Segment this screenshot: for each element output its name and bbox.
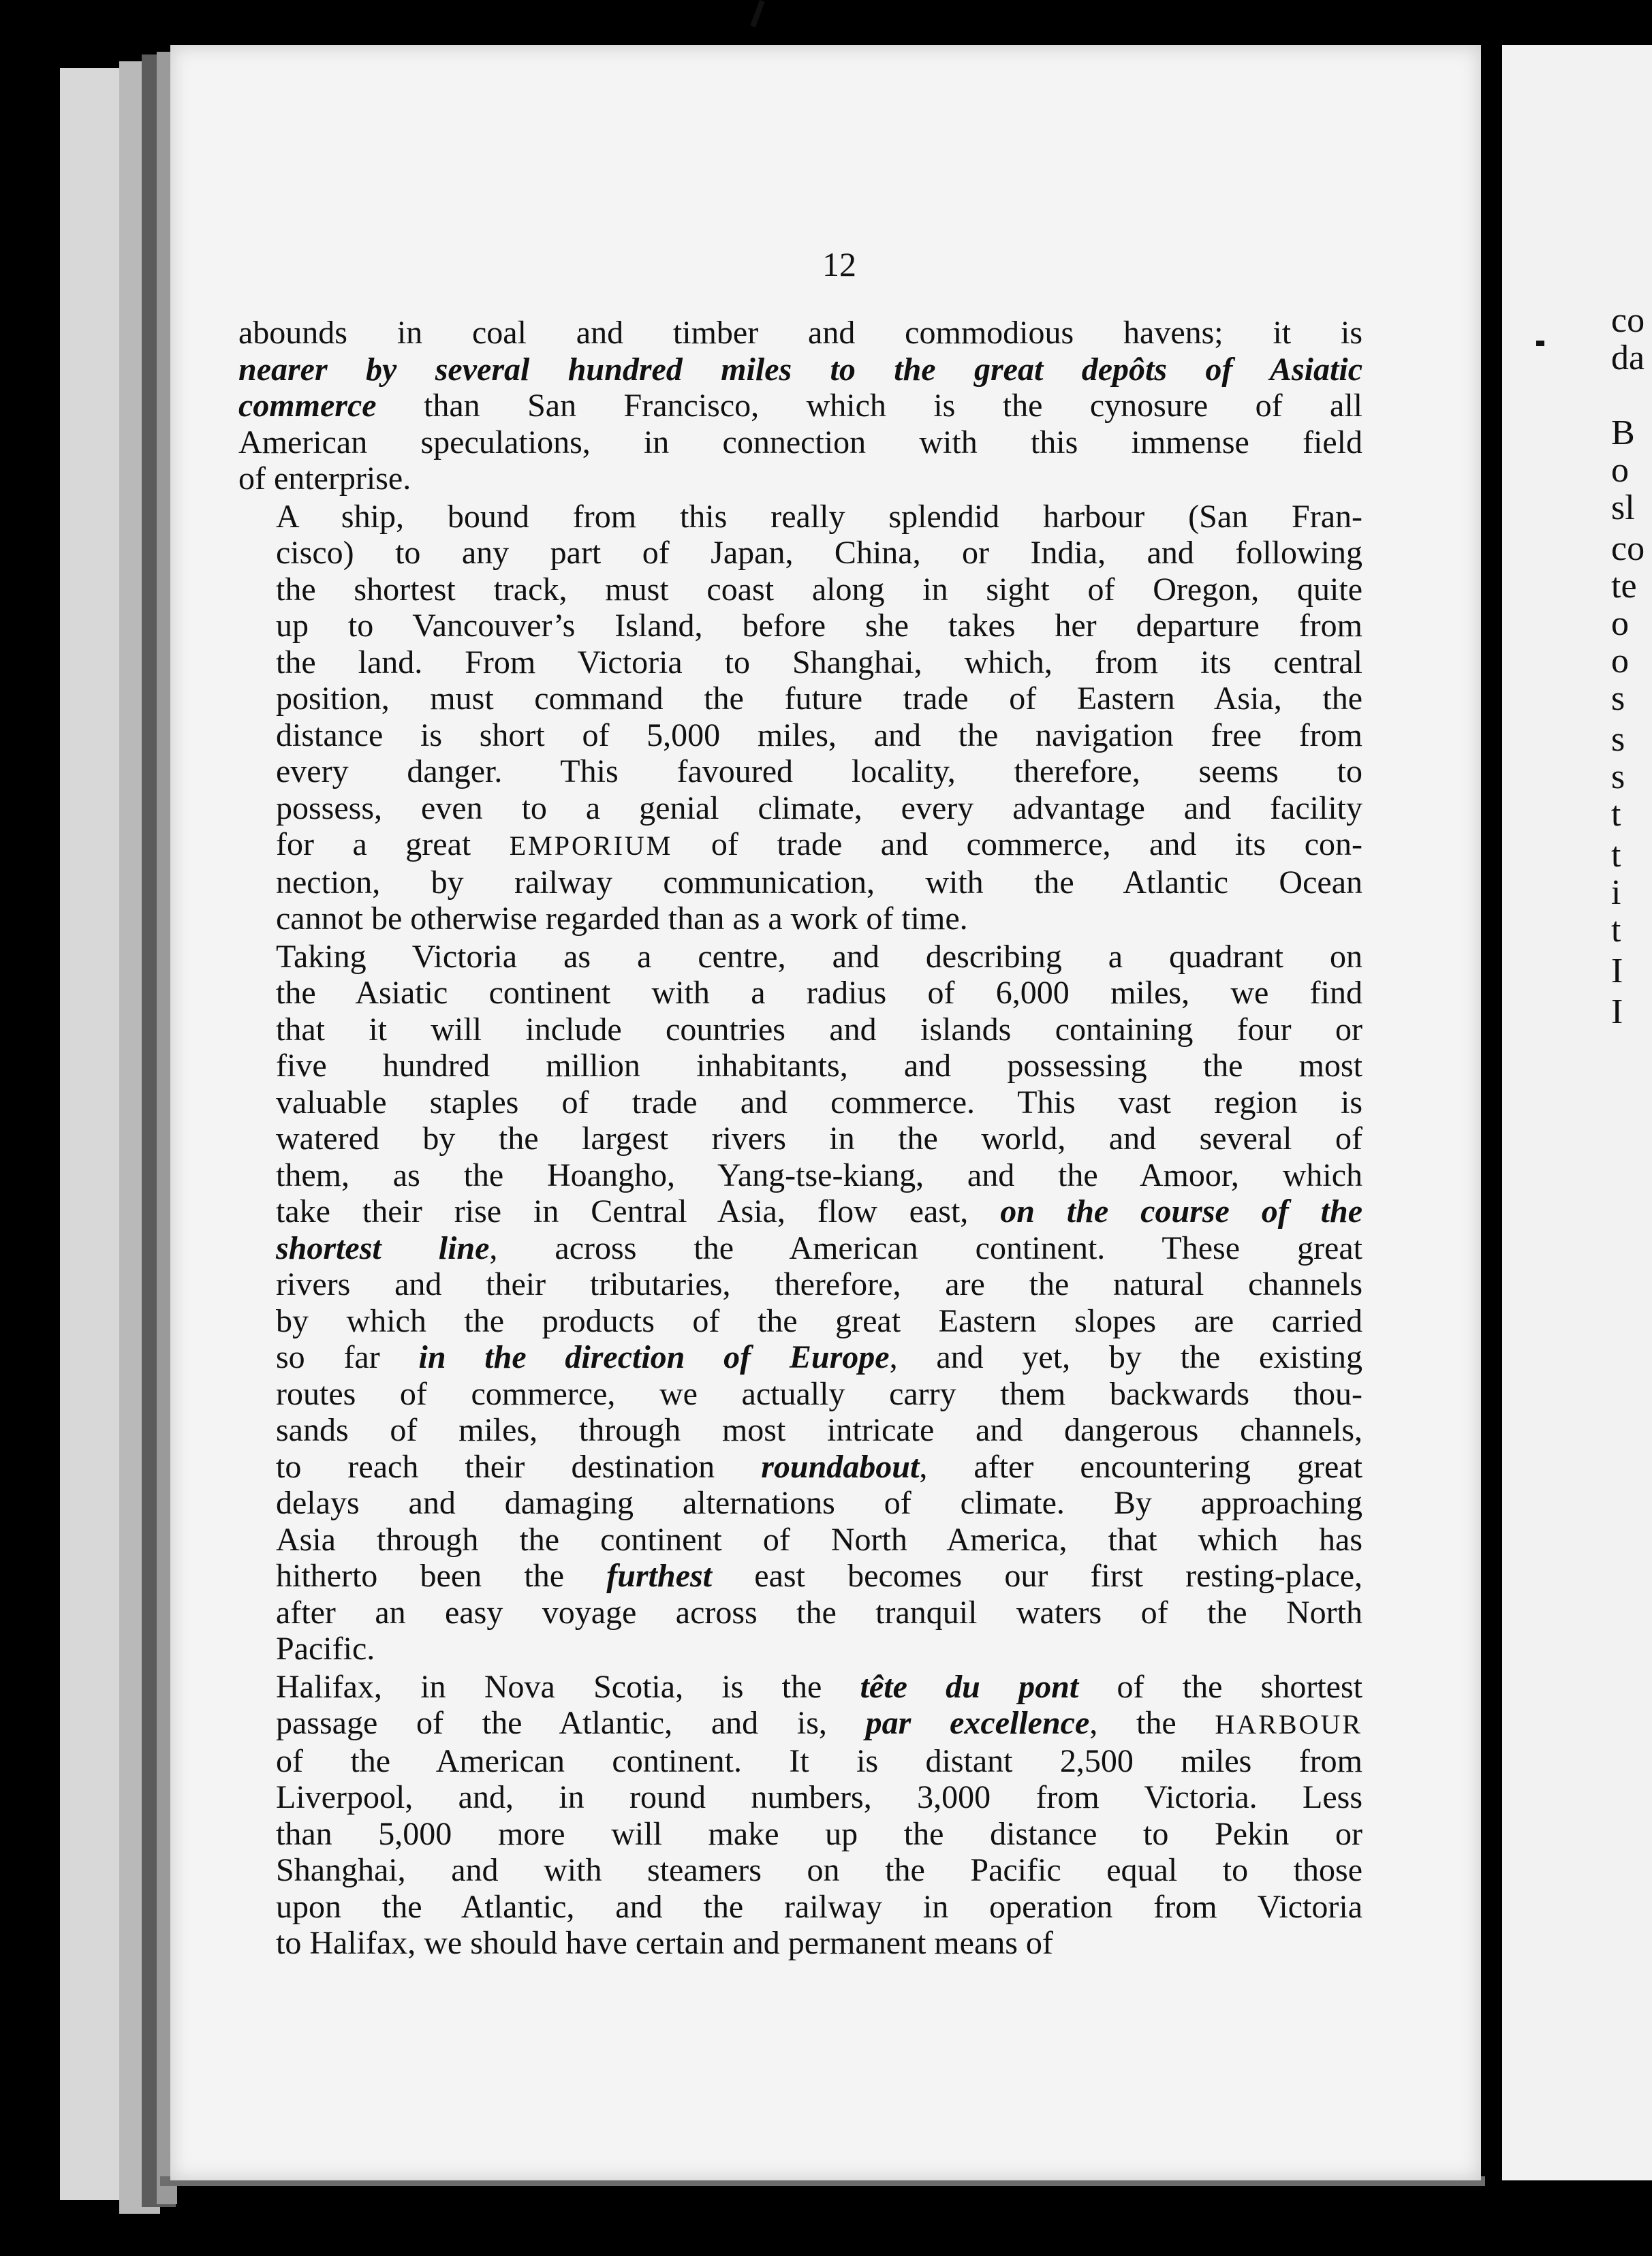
text-line (238, 460, 1362, 497)
text-line (238, 1925, 1362, 1962)
text-line (238, 1669, 1362, 1706)
text-line (238, 1376, 1362, 1413)
text-line (238, 1266, 1362, 1303)
facing-page-fragment: s (1611, 720, 1625, 759)
text-run: American speculations, in connection with this immense field (238, 424, 1362, 460)
text-line (238, 315, 1362, 351)
text-run: valuable staples of trade and commerce. This vast region is (276, 1084, 1362, 1121)
facing-page-fragment: o (1611, 451, 1629, 490)
text-run: in the direction of Europe (418, 1339, 890, 1375)
text-run: five hundred million inhabitants, and possessing the most (276, 1048, 1362, 1084)
text-line (238, 1522, 1362, 1558)
text-run: , after encountering great (919, 1448, 1363, 1485)
text-run: tête du pont (860, 1668, 1079, 1705)
text-run: of the American continent. It is distant 2,500 miles from (276, 1742, 1362, 1779)
text-run: of enterprise. (238, 460, 411, 497)
text-line (238, 499, 1362, 535)
text-run: A ship, bound from this really splendid harbour (San Fran- (276, 498, 1362, 535)
text-line (238, 1779, 1362, 1816)
text-run: Halifax, in Nova Scotia, is the (276, 1668, 860, 1705)
text-run: abounds in coal and timber and commodious havens; it is (238, 315, 1362, 351)
text-line (238, 1449, 1362, 1486)
facing-page-fragment: t (1611, 911, 1621, 950)
facing-page-fragment: I (1611, 992, 1623, 1031)
text-run: par excellence (865, 1705, 1090, 1741)
text-line (238, 864, 1362, 901)
facing-page-fragment: o (1611, 642, 1629, 680)
facing-page-fragment: B (1611, 413, 1635, 452)
facing-page (1502, 45, 1652, 2180)
text-run: watered by the largest rivers in the world, and several of (276, 1121, 1362, 1157)
text-run: the land. From Victoria to Shanghai, which, from its central (276, 644, 1362, 680)
text-line (238, 1303, 1362, 1340)
scan-mark (750, 0, 764, 27)
text-run: take their rise in Central Asia, flow east, (276, 1193, 1001, 1229)
facing-page-fragment: t (1611, 795, 1621, 834)
text-line (238, 388, 1362, 424)
facing-page-fragment: s (1611, 679, 1625, 718)
facing-page-fragment: te (1611, 567, 1637, 606)
text-run: , the (1089, 1705, 1215, 1741)
text-line (238, 680, 1362, 717)
text-line (238, 1012, 1362, 1048)
facing-page-fragment: da (1611, 339, 1645, 377)
text-run: upon the Atlantic, and the railway in operation from Victoria (276, 1888, 1362, 1925)
text-run: so far (276, 1339, 419, 1375)
text-run: position, must command the future trade of Eastern Asia, the (276, 680, 1362, 717)
facing-page-fragment: co (1611, 529, 1645, 568)
paragraph (238, 939, 1362, 1667)
text-run: Asia through the continent of North America, that which has (276, 1521, 1362, 1558)
text-run: than San Francisco, which is the cynosure of all (376, 388, 1362, 424)
back-page-edge (60, 68, 121, 2200)
text-line (238, 1230, 1362, 1267)
facing-page-fragment: t (1611, 836, 1621, 875)
text-line (238, 608, 1362, 644)
text-run: nection, by railway communication, with the Atlantic Ocean (276, 864, 1362, 900)
text-line (238, 1412, 1362, 1449)
text-run: Pacific. (276, 1631, 375, 1667)
text-run: Shanghai, and with steamers on the Pacific equal to those (276, 1852, 1362, 1888)
text-run: cannot be otherwise regarded than as a work of time. (276, 900, 968, 937)
facing-page-fragment: co (1611, 301, 1645, 340)
text-line (238, 826, 1362, 864)
text-line (238, 1339, 1362, 1376)
text-line (238, 1485, 1362, 1522)
text-line (238, 975, 1362, 1012)
text-run: sands of miles, through most intricate and dangerous channels, (276, 1412, 1362, 1448)
paragraph (238, 315, 1362, 497)
text-line (238, 644, 1362, 681)
text-run: east becomes our first resting-place, (712, 1558, 1362, 1594)
text-run: of the shortest (1078, 1668, 1362, 1705)
text-run: furthest (606, 1558, 713, 1594)
text-run: cisco) to any part of Japan, China, or India, and following (276, 535, 1362, 571)
text-line (238, 900, 1362, 937)
text-run: every danger. This favoured locality, therefore, seems to (276, 753, 1362, 789)
paragraph (238, 1669, 1362, 1962)
text-run: EMPORIUM (509, 830, 673, 861)
text-line (238, 1558, 1362, 1595)
text-run: rivers and their tributaries, therefore, are the natural channels (276, 1266, 1362, 1302)
text-run: by which the products of the great Eastern slopes are carried (276, 1302, 1362, 1339)
text-run: routes of commerce, we actually carry them backwards thou- (276, 1375, 1362, 1412)
text-line (238, 1631, 1362, 1667)
text-run: Liverpool, and, in round numbers, 3,000 from Victoria. Less (276, 1779, 1362, 1815)
text-run: possess, even to a genial climate, every advantage and facility (276, 789, 1362, 826)
text-run: of trade and commerce, and its con- (672, 826, 1362, 862)
text-line (238, 790, 1362, 827)
text-run: delays and damaging alternations of climate. By approaching (276, 1485, 1362, 1521)
text-line (238, 1121, 1362, 1157)
text-run: than 5,000 more will make up the distance to Pekin or (276, 1815, 1362, 1852)
text-line (238, 753, 1362, 790)
page-number: 12 (822, 245, 856, 283)
facing-page-fragment: I (1611, 952, 1623, 990)
text-line (238, 1048, 1362, 1084)
text-run: up to Vancouver’s Island, before she takes her departure from (276, 608, 1362, 644)
facing-page-fragment: s (1611, 757, 1625, 796)
text-line (238, 535, 1362, 571)
text-run: hitherto been the (276, 1558, 607, 1594)
text-run: on the course of the (1000, 1193, 1362, 1229)
text-run: passage of the Atlantic, and is, (276, 1705, 866, 1741)
text-line (238, 1595, 1362, 1631)
text-run: to Halifax, we should have certain and permanent means of (276, 1925, 1053, 1961)
text-run: shortest line (276, 1229, 490, 1266)
text-line (238, 424, 1362, 461)
scan-mark (1536, 341, 1544, 346)
text-run: the shortest track, must coast along in sight of Oregon, quite (276, 571, 1362, 608)
text-line (238, 1084, 1362, 1121)
text-run: commerce (238, 388, 377, 424)
facing-page-fragment: sl (1611, 488, 1635, 527)
text-line (238, 717, 1362, 754)
text-run: for a great (276, 826, 510, 862)
text-run: after an easy voyage across the tranquil waters of the North (276, 1594, 1362, 1631)
text-line (238, 1889, 1362, 1926)
facing-page-fragment: i (1611, 873, 1621, 912)
text-run: them, as the Hoangho, Yang-tse-kiang, and the Amoor, which (276, 1157, 1362, 1193)
text-run: HARBOUR (1215, 1709, 1363, 1740)
text-line (238, 939, 1362, 975)
facing-page-fragment: o (1611, 604, 1629, 643)
text-run: the Asiatic continent with a radius of 6,000 miles, we find (276, 975, 1362, 1011)
text-run: , across the American continent. These great (489, 1229, 1362, 1266)
text-line (238, 351, 1362, 388)
text-run: to reach their destination (276, 1448, 762, 1485)
text-line (238, 1705, 1362, 1743)
text-run: roundabout (761, 1448, 920, 1485)
text-run: nearer by several hundred miles to the great depôts of Asiatic (238, 351, 1362, 388)
page-text (238, 315, 1362, 1962)
text-run: , and yet, by the existing (889, 1339, 1362, 1375)
text-run: distance is short of 5,000 miles, and the navigation free from (276, 717, 1362, 753)
text-run: that it will include countries and islands containing four or (276, 1011, 1362, 1048)
text-line (238, 571, 1362, 608)
paragraph (238, 499, 1362, 937)
text-line (238, 1193, 1362, 1230)
text-line (238, 1816, 1362, 1853)
text-line (238, 1743, 1362, 1780)
text-run: Taking Victoria as a centre, and describing a quadrant on (276, 938, 1362, 975)
text-line (238, 1852, 1362, 1889)
text-line (238, 1157, 1362, 1194)
